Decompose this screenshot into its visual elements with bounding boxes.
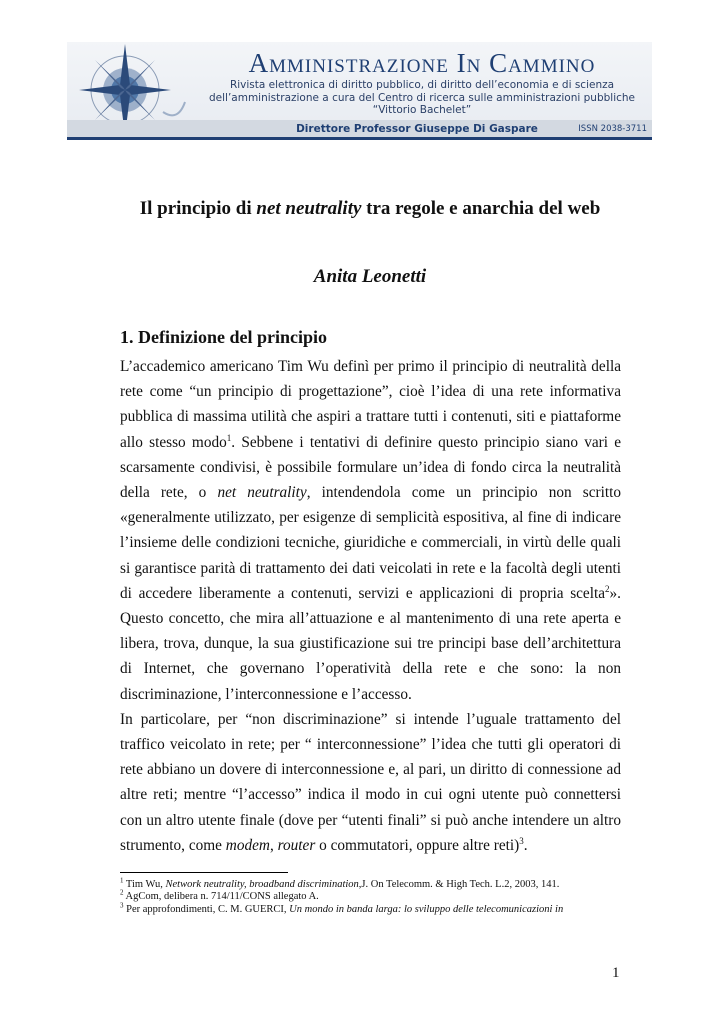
emphasis: net neutrality <box>217 484 307 502</box>
journal-issn: ISSN 2038-3711 <box>578 124 647 134</box>
article-title <box>100 198 640 220</box>
title-part: tra regole e anarchia del web <box>361 198 601 219</box>
journal-subtitle <box>197 79 647 117</box>
footnote-text: Per approfondimenti, C. M. GUERCI, <box>123 903 290 915</box>
footnote-number: 1 <box>120 876 124 885</box>
text-run: In particolare, per “non discriminazione” si intende l’uguale trattamento del traffico veicolato in rete; per “ interconnessione” l’idea che tutti gli operatori di rete abbiano un dovere di interconnessione e, al pari, un diritto di connessione ad altre reti; mentre “l’accesso” indica il modo in cui ogni utente può connettersi con un altro utente finale (dove per “utenti finali” si può anche intendere un altro strumento, come <box>120 710 621 854</box>
footnote <box>120 876 621 891</box>
emphasis: router <box>277 836 316 854</box>
footnote-number: 3 <box>120 901 124 910</box>
text-run: . <box>523 836 528 854</box>
article-body <box>120 354 621 858</box>
footnote-ref[interactable]: 1 <box>226 432 232 443</box>
journal-director: Direttore Professor Giuseppe Di Gaspare <box>296 123 538 135</box>
text-run: , <box>269 836 278 854</box>
footnote-emphasis: Un mondo in banda larga: lo sviluppo delle telecomunicazioni in <box>289 903 564 915</box>
journal-subtitle-line: Rivista elettronica di diritto pubblico, di diritto dell’economia e di scienza <box>229 79 615 91</box>
footnote-ref[interactable]: 3 <box>519 835 524 846</box>
banner-divider <box>67 137 652 140</box>
footnote <box>120 901 621 916</box>
section-heading: 1. Definizione del principio <box>120 327 327 347</box>
title-part: Il principio di <box>139 198 257 219</box>
text-run: ». Questo concetto, che mira all’attuazione e al mantenimento di una rete aperta e libera, trova, dunque, la sua giustificazione sui tre principi base dell’architettura di Internet, che governano l’operatività della rete e che sono: la non discriminazione, l’interconnessione e l’accesso. <box>120 584 621 703</box>
footnote-divider <box>120 872 288 873</box>
journal-title: Amministrazione In Cammino <box>248 48 596 78</box>
footnote-text: Tim Wu, <box>123 879 166 890</box>
paragraph <box>120 354 621 707</box>
footnote-emphasis: Network neutrality, broadband discrimination <box>165 879 359 890</box>
footnote <box>120 888 621 903</box>
journal-subtitle-line: dell’amministrazione a cura del Centro di ricerca sulle amministrazioni pubbliche <box>208 91 636 104</box>
page-number: 1 <box>612 965 620 981</box>
journal-subtitle-line: “Vittorio Bachelet” <box>372 104 472 116</box>
text-run: , intendendola come un principio non scritto «generalmente utilizzato, per esigenze di semplicità espositiva, al fine di indicare l’insieme delle condizioni tecniche, giuridiche e commerciali, in virtù delle quali si garantisce parità di trattamento dei dati veicolati in rete e la facoltà degli utenti di accedere liberamente a contenuti, servizi e applicazioni di propria scelta <box>120 484 621 602</box>
title-emphasis: net neutrality <box>256 198 362 219</box>
footnote-number: 2 <box>120 888 124 897</box>
text-run: o commutatori, oppure altre reti) <box>315 836 520 854</box>
text-run: L’accademico americano Tim Wu definì per primo il principio di neutralità della rete come “un principio di progettazione”, cioè l’idea di una rete informativa pubblica di massima utilità che aspiri a trattare tutti i contenuti, siti e piattaforme allo stesso modo <box>120 358 621 451</box>
article-author: Anita Leonetti <box>313 266 427 287</box>
emphasis: modem <box>225 836 270 854</box>
paragraph <box>120 707 621 858</box>
footnotes <box>120 876 621 916</box>
footnote-ref[interactable]: 2 <box>605 583 610 594</box>
journal-banner <box>67 42 652 139</box>
text-run: . Sebbene i tentativi di definire questo principio siano vari e scarsamente condivisi, è possibile formulare un’idea di fondo circa la neutralità della rete, o <box>120 433 621 502</box>
footnote-text: ,J. On Telecomm. & High Tech. L.2, 2003, 141. <box>358 879 560 890</box>
footnote-text: AgCom, delibera n. 714/11/CONS allegato A. <box>123 891 319 903</box>
